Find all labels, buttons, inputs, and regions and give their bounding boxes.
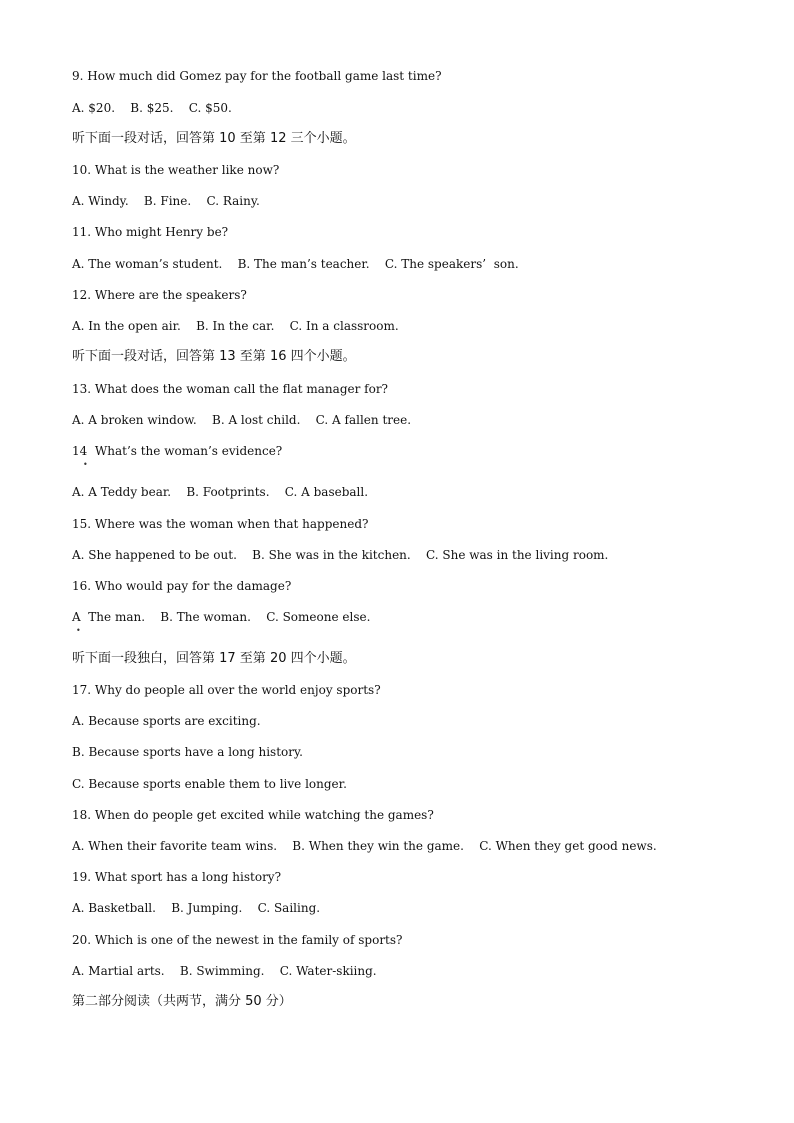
question-18: 18. When do people get excited while watching the games?	[72, 808, 434, 822]
question-9: 9. How much did Gomez pay for the football game last time?	[72, 69, 442, 83]
options-12: A. In the open air. B. In the car. C. In a classroom.	[72, 319, 399, 333]
section-instruction-10-12: 听下面一段对话，回答第 10 至第 12 三个小题。	[72, 131, 356, 146]
options-20: A. Martial arts. B. Swimming. C. Water-skiing.	[72, 964, 377, 978]
options-9: A. $20. B. $25. C. $50.	[72, 101, 232, 115]
question-15: 15. Where was the woman when that happened?	[72, 517, 369, 531]
part-two-heading: 第二部分阅读（共两节，满分 50 分）	[72, 994, 292, 1009]
options-13: A. A broken window. B. A lost child. C. A fallen tree.	[72, 413, 412, 427]
question-14: 14 What’s the woman’s evidence?	[72, 444, 283, 458]
section-instruction-17-20: 听下面一段独白，回答第 17 至第 20 四个小题。	[72, 651, 356, 666]
question-10: 10. What is the weather like now?	[72, 163, 280, 177]
option-17-c: C. Because sports enable them to live longer.	[72, 777, 347, 791]
options-10: A. Windy. B. Fine. C. Rainy.	[72, 194, 260, 208]
options-19: A. Basketball. B. Jumping. C. Sailing.	[72, 901, 321, 915]
question-16: 16. Who would pay for the damage?	[72, 579, 292, 593]
question-13: 13. What does the woman call the flat manager for?	[72, 382, 388, 396]
option-17-a: A. Because sports are exciting.	[72, 714, 261, 728]
question-12: 12. Where are the speakers?	[72, 288, 247, 302]
question-19: 19. What sport has a long history?	[72, 870, 282, 884]
options-11: A. The woman’s student. B. The man’s teacher. C. The speakers’ son.	[72, 257, 519, 271]
stray-mark: •	[76, 626, 81, 635]
options-16: A The man. B. The woman. C. Someone else.	[72, 610, 371, 624]
options-18: A. When their favorite team wins. B. When they win the game. C. When they get good news.	[72, 839, 657, 853]
question-11: 11. Who might Henry be?	[72, 225, 229, 239]
section-instruction-13-16: 听下面一段对话，回答第 13 至第 16 四个小题。	[72, 349, 356, 364]
question-20: 20. Which is one of the newest in the family of sports?	[72, 933, 403, 947]
option-17-b: B. Because sports have a long history.	[72, 745, 303, 759]
stray-mark: •	[83, 460, 88, 469]
question-17: 17. Why do people all over the world enjoy sports?	[72, 683, 381, 697]
options-14: A. A Teddy bear. B. Footprints. C. A baseball.	[72, 485, 369, 499]
options-15: A. She happened to be out. B. She was in the kitchen. C. She was in the living room.	[72, 548, 609, 562]
